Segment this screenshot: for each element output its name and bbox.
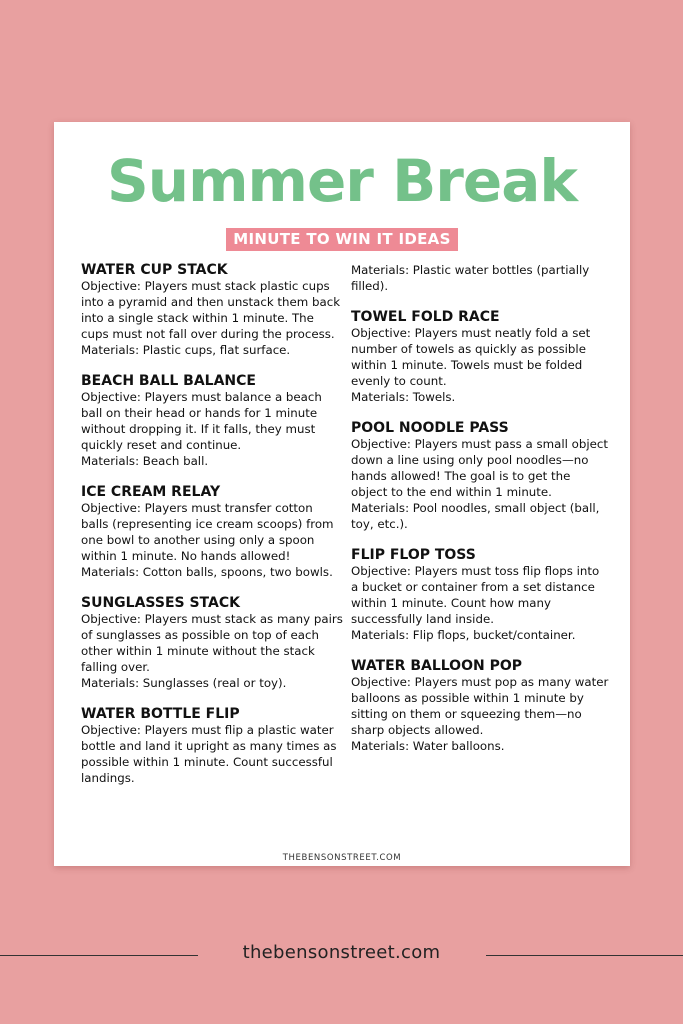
activity-pool-noodle-pass bbox=[351, 420, 609, 532]
activity-title: TOWEL FOLD RACE bbox=[351, 309, 500, 325]
activity-materials: Materials: Plastic water bottles (partially filled). bbox=[351, 263, 590, 293]
printable-sheet bbox=[54, 122, 630, 866]
activity-materials: Materials: Sunglasses (real or toy). bbox=[81, 676, 287, 690]
activity-ice-cream-relay bbox=[81, 484, 343, 580]
activity-title: SUNGLASSES STACK bbox=[81, 595, 240, 611]
sheet-footer-url: THEBENSONSTREET.COM bbox=[282, 853, 402, 863]
activity-objective: Objective: Players must pass a small object down a line using only pool noodles—no hands allowed! The goal is to get the object to the end within 1 minute. bbox=[351, 437, 609, 499]
activity-objective: Objective: Players must transfer cotton balls (representing ice cream scoops) from one bowl to another using only a spoon within 1 minute. No hands allowed! bbox=[81, 501, 334, 563]
activity-objective: Objective: Players must toss flip flops into a bucket or container from a set distance within 1 minute. Count how many successfully land inside. bbox=[351, 564, 600, 626]
activity-title: WATER BOTTLE FLIP bbox=[81, 706, 240, 722]
activity-title: ICE CREAM RELAY bbox=[81, 484, 221, 500]
activity-title: WATER CUP STACK bbox=[81, 262, 228, 278]
activity-water-balloon-pop bbox=[351, 658, 609, 754]
activity-title: BEACH BALL BALANCE bbox=[81, 373, 256, 389]
subtitle-text: MINUTE TO WIN IT IDEAS bbox=[226, 228, 457, 251]
activity-sunglasses-stack bbox=[81, 595, 343, 691]
activity-objective: Objective: Players must flip a plastic water bottle and land it upright as many times as possible within 1 minute. Count successful landings. bbox=[81, 723, 337, 785]
right-column bbox=[351, 262, 609, 769]
activity-water-bottle-flip-continued bbox=[351, 262, 609, 294]
activity-materials: Materials: Cotton balls, spoons, two bowls. bbox=[81, 565, 333, 579]
activity-materials: Materials: Pool noodles, small object (ball, toy, etc.). bbox=[351, 501, 600, 531]
footer-divider-right bbox=[486, 955, 683, 956]
activity-objective: Objective: Players must stack plastic cups into a pyramid and then unstack them back into a single stack within 1 minute. The cups must not fall over during the process. bbox=[81, 279, 341, 341]
activity-objective: Objective: Players must pop as many water balloons as possible within 1 minute by sitting on them or squeezing them—no sharp objects allowed. bbox=[351, 675, 609, 737]
activity-towel-fold-race bbox=[351, 309, 609, 405]
activity-materials: Materials: Flip flops, bucket/container. bbox=[351, 628, 576, 642]
activity-objective: Objective: Players must neatly fold a set number of towels as quickly as possible within 1 minute. Towels must be folded evenly to count. bbox=[351, 326, 591, 388]
left-column bbox=[81, 262, 343, 801]
subtitle-banner bbox=[54, 228, 630, 251]
activity-materials: Materials: Beach ball. bbox=[81, 454, 209, 468]
activity-water-bottle-flip bbox=[81, 706, 343, 786]
activity-title: WATER BALLOON POP bbox=[351, 658, 522, 674]
activity-water-cup-stack bbox=[81, 262, 343, 358]
activity-title: POOL NOODLE PASS bbox=[351, 420, 509, 436]
page-footer-url[interactable]: thebensonstreet.com bbox=[242, 942, 441, 963]
activity-title: FLIP FLOP TOSS bbox=[351, 547, 476, 563]
activity-materials: Materials: Towels. bbox=[351, 390, 456, 404]
activity-beach-ball-balance bbox=[81, 373, 343, 469]
activity-materials: Materials: Water balloons. bbox=[351, 739, 505, 753]
activity-objective: Objective: Players must balance a beach ball on their head or hands for 1 minute without dropping it. If it falls, they must quickly reset and continue. bbox=[81, 390, 322, 452]
activity-materials: Materials: Plastic cups, flat surface. bbox=[81, 343, 291, 357]
activity-objective: Objective: Players must stack as many pairs of sunglasses as possible on top of each other within 1 minute without the stack falling over. bbox=[81, 612, 343, 674]
activity-flip-flop-toss bbox=[351, 547, 609, 643]
page-title: Summer Break bbox=[107, 147, 577, 215]
